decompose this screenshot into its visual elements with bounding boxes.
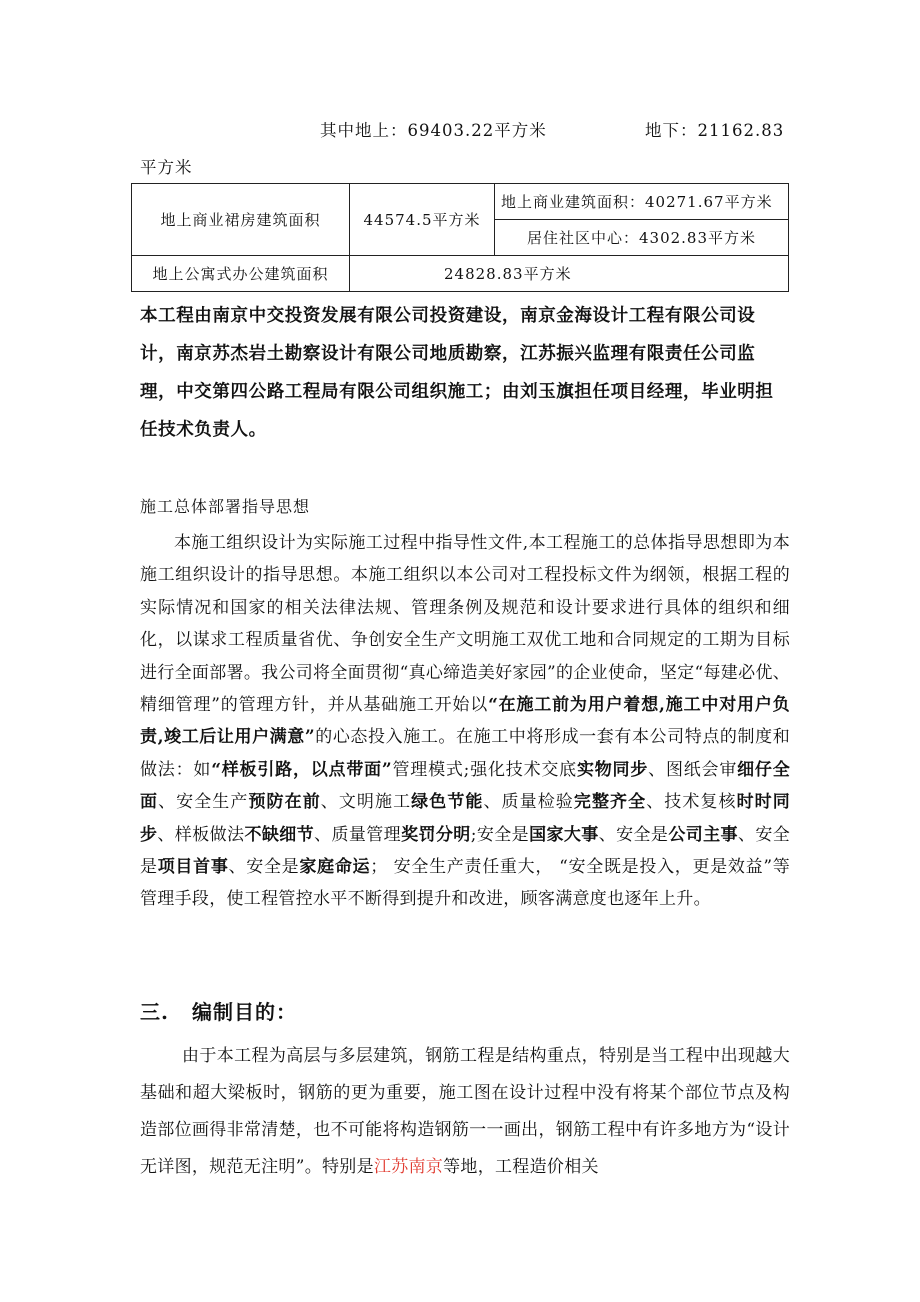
below-ground-area: 地下：21162.83 bbox=[645, 121, 785, 140]
highlighted-location: 江苏南京 bbox=[373, 1157, 444, 1177]
bold-run: 不缺细节 bbox=[244, 824, 315, 845]
table-cell-sub: 居住社区中心：4302.83平方米 bbox=[495, 220, 789, 256]
text-run: ； 安全生产责任重大， “安全既是投入，更是效益”等管理手段，使工程管控水平不断得到提升和改进，顾客满意度也逐年上升。 bbox=[140, 857, 791, 910]
bold-run: “在施工前为用户着想,施工中对用户负责,竣工后让用户满意” bbox=[140, 695, 790, 748]
bold-run: 完整齐全 bbox=[573, 792, 647, 813]
table-row bbox=[132, 256, 789, 292]
bold-run: 项目首事 bbox=[157, 857, 229, 878]
bold-run: 国家大事 bbox=[529, 824, 599, 845]
bold-run: 奖罚分明 bbox=[401, 824, 471, 845]
text-run: 、安全是 bbox=[598, 824, 669, 845]
bold-run: 绿色节能 bbox=[411, 792, 484, 813]
bold-run: 时时同步 bbox=[140, 792, 791, 845]
table-row bbox=[132, 184, 789, 220]
text-run: 、安全是 bbox=[228, 857, 300, 878]
project-info-paragraph: 本工程由南京中交投资发展有限公司投资建设，南京金海设计工程有限公司设计，南京苏杰岩土勘察设计有限公司地质勘察，江苏振兴监理有限责任公司监理，中交第四公路工程局有限公司组织施工；由刘玉旗担任项目经理，毕业明担任技术负责人。 bbox=[140, 306, 774, 440]
text-run: 等地，工程造价相关 bbox=[443, 1157, 599, 1177]
chapter-heading bbox=[140, 996, 297, 1025]
text-run: 、文明施工 bbox=[320, 792, 412, 813]
area-table bbox=[131, 183, 789, 292]
text-run: ;安全是 bbox=[470, 824, 530, 845]
area-unit-wrap: 平方米 bbox=[140, 158, 193, 177]
table-cell-label: 地上公寓式办公建筑面积 bbox=[132, 256, 350, 292]
text-run: 、质量检验 bbox=[483, 792, 574, 813]
table-cell-sub: 地上商业建筑面积：40271.67平方米 bbox=[495, 184, 789, 220]
text-run: 的心态投入施工。在施工中将形成一套有本公司特点的制度和做法：如 bbox=[140, 727, 790, 780]
bold-run: “样板引路，以点带面” bbox=[211, 759, 392, 780]
text-run: 管理模式;强化技术交底 bbox=[392, 759, 577, 780]
chapter-title: 编制目的： bbox=[192, 1000, 297, 1024]
bold-run: 家庭命运 bbox=[299, 857, 371, 878]
area-summary-line bbox=[140, 117, 790, 145]
text-run: 本施工组织设计为实际施工过程中指导性文件,本工程施工的总体指导思想即为本施工组织设计的指导思想。本施工组织以本公司对工程投标文件为纲领，根据工程的实际情况和国家的相关法律法规、管理条例及规范和设计要求进行具体的组织和细化，以谋求工程质量省优、争创安全生产文明施工双优工地和合同规定的工期为目标进行全面部署。我公司将全面贯彻“真心缔造美好家园”的企业使命，坚定“每建必优、精细管理”的管理方针，并从基础施工开始以 bbox=[140, 533, 790, 716]
table-cell-value: 24828.83平方米 bbox=[350, 256, 789, 292]
text-run: 、样板做法 bbox=[157, 824, 245, 845]
bold-run: 预防在前 bbox=[248, 792, 321, 813]
text-run: 、安全是 bbox=[140, 824, 791, 878]
text-run: 、图纸会审 bbox=[648, 759, 738, 780]
text-run: 、安全生产 bbox=[158, 792, 249, 813]
section-heading: 施工总体部署指导思想 bbox=[140, 497, 311, 516]
text-run: 、质量管理 bbox=[314, 824, 402, 845]
guiding-paragraph bbox=[140, 527, 790, 916]
table-cell-value: 44574.5平方米 bbox=[350, 184, 495, 256]
bold-run: 细仔全面 bbox=[140, 759, 791, 813]
above-ground-area: 其中地上：69403.22平方米 bbox=[320, 121, 547, 140]
chapter-number: 三. bbox=[140, 1000, 169, 1024]
bold-run: 公司主事 bbox=[668, 824, 738, 845]
bold-run: 实物同步 bbox=[576, 759, 649, 780]
table-cell-label: 地上商业裙房建筑面积 bbox=[132, 184, 350, 256]
text-run: 由于本工程为高层与多层建筑，钢筋工程是结构重点，特别是当工程中出现越大基础和超大梁板时，钢筋的更为重要，施工图在设计过程中没有将某个部位节点及构造部位画得非常清楚，也不可能将构造钢筋一一画出，钢筋工程中有许多地方为“设计无详图，规范无注明”。特别是 bbox=[140, 1046, 790, 1177]
text-run: 、技术复核 bbox=[646, 792, 737, 813]
purpose-paragraph bbox=[140, 1038, 790, 1186]
